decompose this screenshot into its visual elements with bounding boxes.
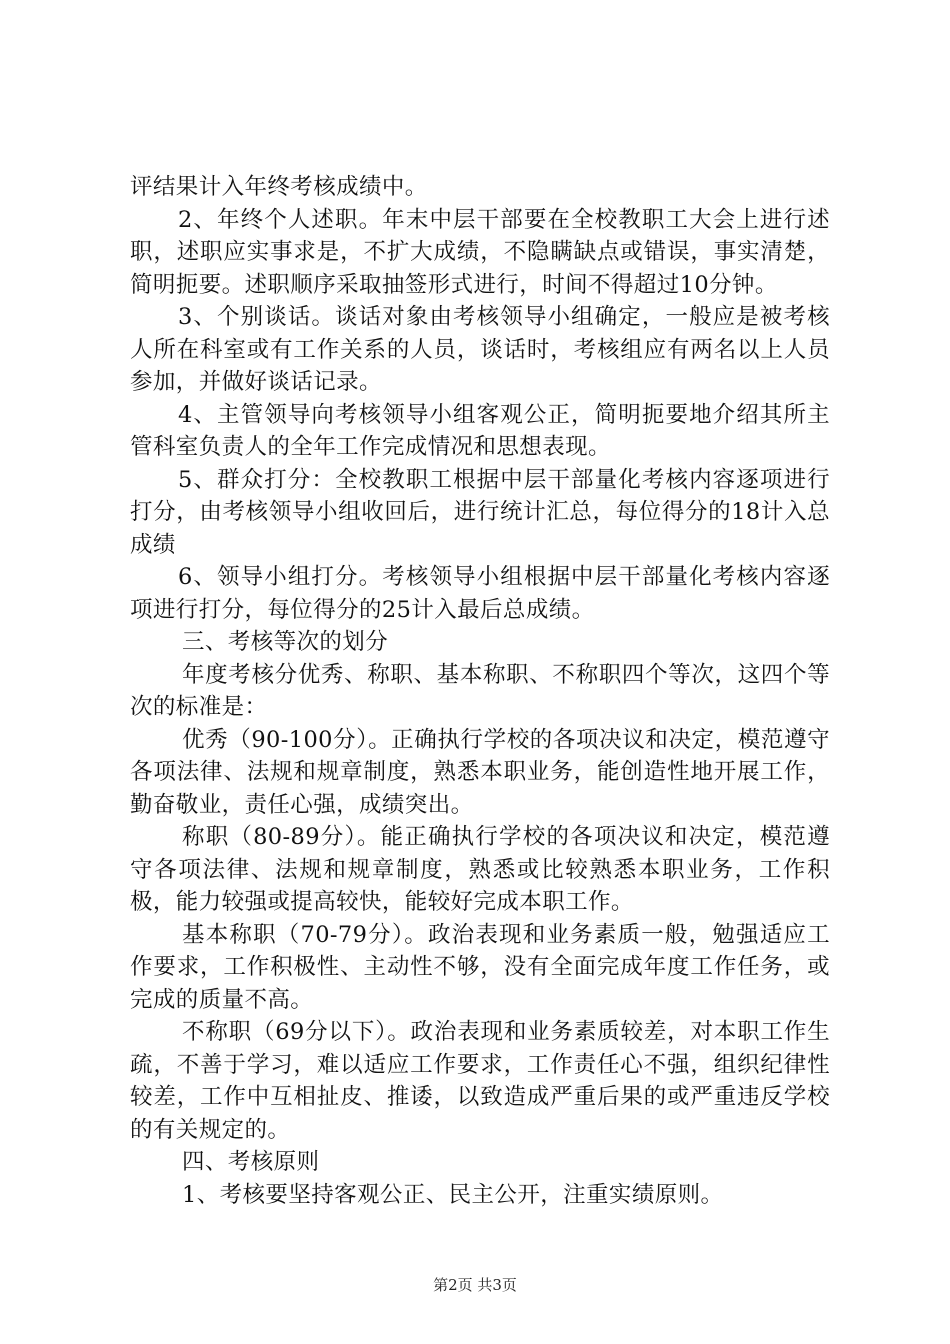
paragraph-group-scoring: 6、领导小组打分。考核领导小组根据中层干部量化考核内容逐项进行打分，每位得分的25计入最后总成绩。 (130, 564, 830, 623)
page-number: 第2页 共3页 (433, 1276, 517, 1294)
section-heading-grades: 三、考核等次的划分 (182, 629, 389, 655)
paragraph-grade-intro: 年度考核分优秀、称职、基本称职、不称职四个等次，这四个等次的标准是： (130, 661, 830, 720)
paragraph-annual-report: 2、年终个人述职。年末中层干部要在全校教职工大会上进行述职，述职应实事求是，不扩大成绩，不隐瞒缺点或错误，事实清楚，简明扼要。述职顺序采取抽签形式进行，时间不得超过10分钟。 (130, 206, 830, 298)
paragraph-individual-talk: 3、个别谈话。谈话对象由考核领导小组确定，一般应是被考核人所在科室或有工作关系的人员，谈话时，考核组应有两名以上人员参加，并做好谈话记录。 (130, 304, 830, 395)
paragraph-principle-1: 1、考核要坚持客观公正、民主公开，注重实绩原则。 (182, 1181, 724, 1208)
paragraph-staff-scoring: 5、群众打分：全校教职工根据中层干部量化考核内容逐项进行打分，由考核领导小组收回后，进行统计汇总，每位得分的18计入总成绩 (130, 466, 830, 558)
document-body (130, 171, 830, 1211)
paragraph-grade-incompetent: 不称职（69分以下）。政治表现和业务素质较差，对本职工作生疏，不善于学习，难以适应工作要求，工作责任心不强，组织纪律性较差，工作中互相扯皮、推诿，以致造成严重后果的或严重违反学校的有关规定的。 (130, 1019, 830, 1143)
section-heading-principles: 四、考核原则 (182, 1149, 320, 1175)
paragraph-continuation: 评结果计入年终考核成绩中。 (130, 174, 428, 200)
paragraph-leader-introduction: 4、主管领导向考核领导小组客观公正，简明扼要地介绍其所主管科室负责人的全年工作完成情况和思想表现。 (130, 401, 830, 460)
paragraph-grade-basic: 基本称职（70-79分）。政治表现和业务素质一般，勉强适应工作要求，工作积极性、主动性不够，没有全面完成年度工作任务，或完成的质量不高。 (130, 921, 830, 1013)
paragraph-grade-excellent: 优秀（90-100分）。正确执行学校的各项决议和决定，模范遵守各项法律、法规和规章制度，熟悉本职业务，能创造性地开展工作，勤奋敬业，责任心强，成绩突出。 (130, 726, 830, 818)
paragraph-grade-competent: 称职（80-89分）。能正确执行学校的各项决议和决定，模范遵守各项法律、法规和规章制度，熟悉或比较熟悉本职业务，工作积极，能力较强或提高较快，能较好完成本职工作。 (130, 824, 830, 915)
